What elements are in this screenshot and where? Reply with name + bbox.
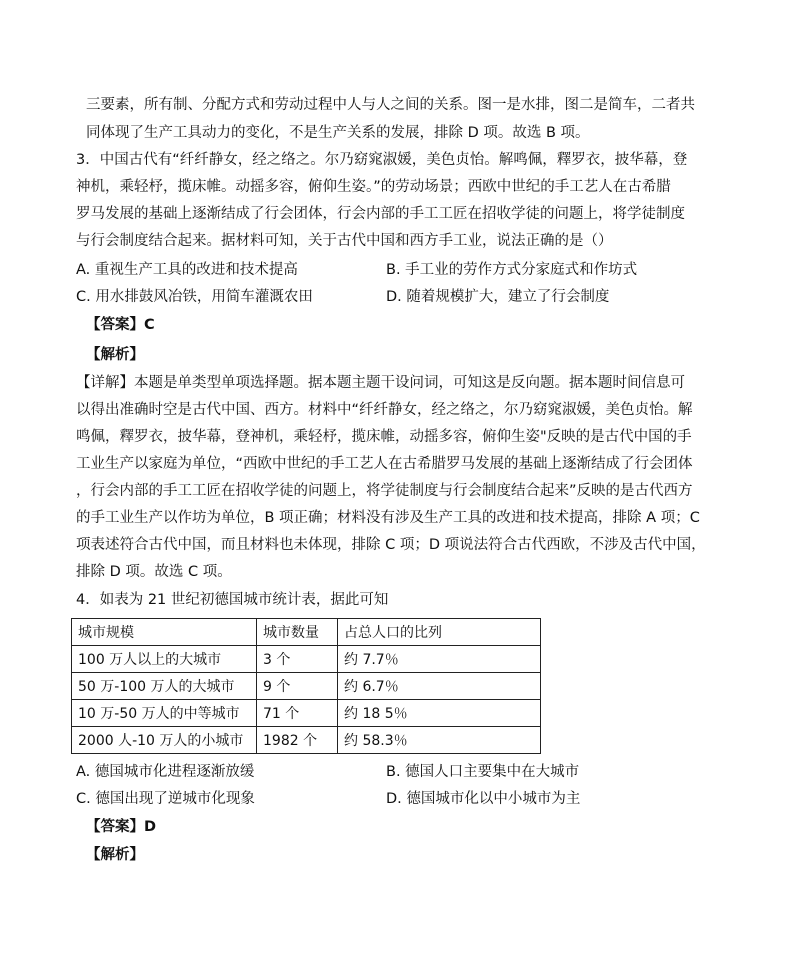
table-cell: 10 万-50 万人的中等城市 — [72, 700, 257, 727]
q3-answer — [86, 315, 155, 335]
q4-answer — [86, 817, 156, 837]
q3-stem-line-3: 罗马发展的基础上逐渐结成了行会团体，行会内部的手工工匠在招收学徒的问题上，将学徒制度 — [76, 206, 685, 222]
q3-option-b: B. 手工业的劳作方式分家庭式和作坊式 — [386, 262, 638, 278]
table-row — [72, 646, 541, 673]
q3-detail-line-8: 排除 D 项。故选 C 项。 — [76, 564, 232, 580]
table-cell: 约 7.7％ — [338, 646, 541, 673]
q4-option-c: C. 德国出现了逆城市化现象 — [76, 791, 255, 807]
table-cell: 约 58.3％ — [338, 727, 541, 754]
q3-detail-line-3: 鸣佩，釋罗衣，披华幕，登神机，乘轻杼，揽床帷，动摇多容，俯仰生姿"反映的是古代中国的手 — [76, 429, 692, 445]
q4-stem: 4．如表为 21 世纪初德国城市统计表，据此可知 — [76, 592, 389, 608]
table-cell: 1982 个 — [257, 727, 338, 754]
q3-detail-line-4: 工业生产以家庭为单位，“西欧中世纪的手工艺人在古希腊罗马发展的基础上逐渐结成了行会团体 — [76, 456, 693, 472]
table-cell: 100 万人以上的大城市 — [72, 646, 257, 673]
q3-stem-line-2: 神机，乘轻杼，揽床帷。动摇多容，俯仰生姿。”的劳动场景；西欧中世纪的手工艺人在古希腊 — [76, 179, 671, 195]
table-row — [72, 700, 541, 727]
q3-option-d: D. 随着规模扩大，建立了行会制度 — [386, 289, 610, 305]
q3-detail-line-7: 项表述符合古代中国，而且材料也未体现，排除 C 项；D 项说法符合古代西欧，不涉及古代中国， — [76, 537, 706, 553]
q3-option-c: C. 用水排鼓风冶铁，用简车灌溉农田 — [76, 289, 313, 305]
table-cell: 71 个 — [257, 700, 338, 727]
city-statistics-table — [71, 618, 541, 754]
table-cell: 9 个 — [257, 673, 338, 700]
q3-stem-line-1: 3．中国古代有“纤纤静女，经之络之。尔乃窈窕淑媛，美色贞怡。解鸣佩，釋罗衣，披华幕，登 — [76, 152, 688, 168]
table-row — [72, 727, 541, 754]
q4-answer-label: 【答案】 — [86, 819, 144, 835]
table-cell: 50 万-100 万人的大城市 — [72, 673, 257, 700]
q4-analysis-label: 【解析】 — [86, 847, 144, 863]
q3-answer-value: C — [144, 317, 155, 333]
q3-detail-line-5: ，行会内部的手工工匠在招收学徒的问题上，将学徒制度与行会制度结合起来”反映的是古代西方 — [76, 483, 693, 499]
q3-answer-label: 【答案】 — [86, 317, 144, 333]
table-cell: 约 6.7％ — [338, 673, 541, 700]
q3-option-a: A. 重视生产工具的改进和技术提高 — [76, 262, 298, 278]
table-header-cell: 占总人口的比列 — [338, 619, 541, 646]
table-header-cell: 城市数量 — [257, 619, 338, 646]
q3-detail-line-1: 【详解】本题是单类型单项选择题。据本题主题干设问词，可知这是反向题。据本题时间信息可 — [76, 375, 685, 391]
q3-analysis-label: 【解析】 — [86, 347, 144, 363]
q2-text-line-1: 三要素，所有制、分配方式和劳动过程中人与人之间的关系。图一是水排，图二是简车，二者共 — [86, 97, 695, 113]
q3-detail-line-6: 的手工业生产以作坊为单位，B 项正确；材料没有涉及生产工具的改进和技术提高，排除 A 项；C — [76, 510, 700, 526]
q4-option-d: D. 德国城市化以中小城市为主 — [386, 791, 581, 807]
table-cell: 约 18 5％ — [338, 700, 541, 727]
q4-answer-value: D — [144, 819, 157, 835]
table-cell: 3 个 — [257, 646, 338, 673]
table-row — [72, 673, 541, 700]
table-header-row — [72, 619, 541, 646]
q4-option-a: A. 德国城市化进程逐渐放缓 — [76, 764, 255, 780]
q3-stem-line-4: 与行会制度结合起来。据材料可知，关于古代中国和西方手工业，说法正确的是（） — [76, 233, 613, 249]
q4-option-b: B. 德国人口主要集中在大城市 — [386, 764, 580, 780]
q2-text-line-2: 同体现了生产工具动力的变化，不是生产关系的发展，排除 D 项。故选 B 项。 — [86, 125, 590, 141]
table-header-cell: 城市规模 — [72, 619, 257, 646]
table-cell: 2000 人-10 万人的小城市 — [72, 727, 257, 754]
q3-detail-line-2: 以得出准确时空是古代中国、西方。材料中“纤纤静女，经之络之，尔乃窈窕淑媛，美色贞怡。解 — [76, 402, 693, 418]
